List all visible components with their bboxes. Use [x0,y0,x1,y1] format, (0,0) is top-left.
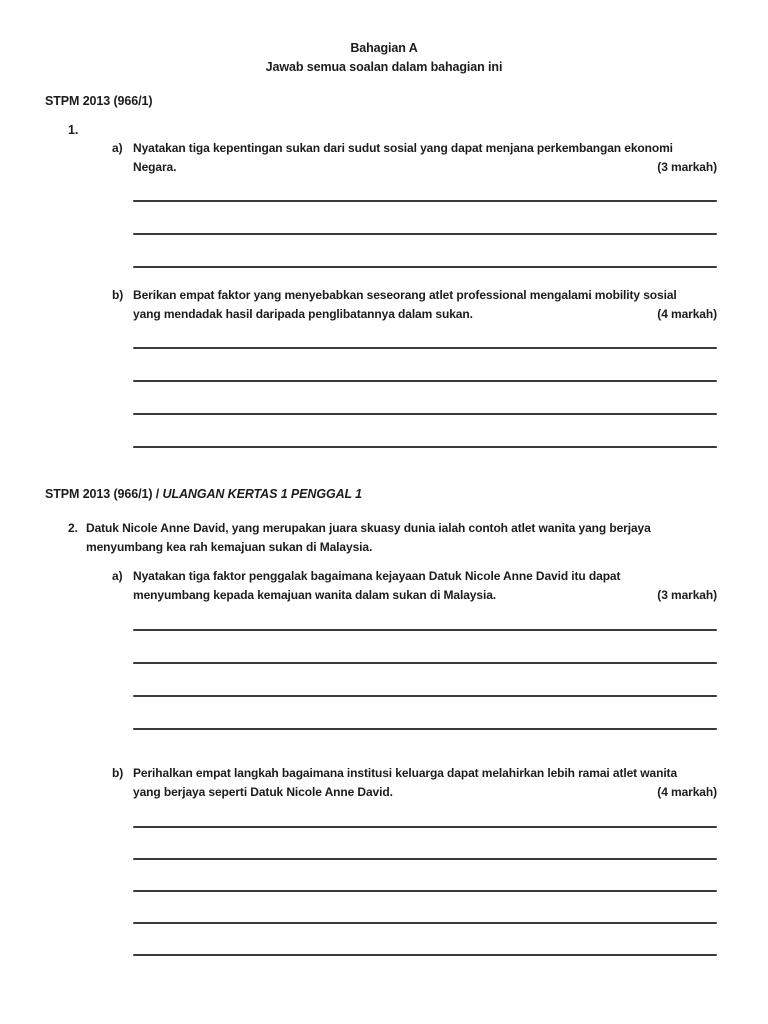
question-2a-marks: (3 markah) [657,588,717,602]
answer-line [133,233,717,235]
exam-heading-stpm-2013: STPM 2013 (966/1) [45,94,153,108]
question-2a [112,567,717,605]
section-title: Bahagian A [350,41,418,55]
question-2a-marker: a) [112,569,123,583]
question-2b-text [133,764,717,802]
question-2b-line2: yang berjaya seperti Datuk Nicole Anne David. [133,785,393,799]
section-instruction: Jawab semua soalan dalam bahagian ini [265,60,503,74]
question-2-number: 2. [68,521,78,535]
answer-line [133,858,717,860]
answer-lines-2b [133,826,717,956]
question-1a [112,139,717,177]
question-2-intro-line1: Datuk Nicole Anne David, yang merupakan juara skuasy dunia ialah contoh atlet wanita yang berjaya [86,521,651,535]
answer-lines-1b [133,347,717,448]
answer-line [133,826,717,828]
exam-heading-plain: STPM 2013 (966/1) / [45,487,160,501]
answer-lines-1a [133,200,717,268]
question-1b-text [133,286,717,324]
question-2-intro-line2: menyumbang kea rah kemajuan sukan di Malaysia. [86,540,373,554]
question-2a-line1: Nyatakan tiga faktor penggalak bagaimana kejayaan Datuk Nicole Anne David itu dapat [133,569,621,583]
question-1b-line2: yang mendadak hasil daripada penglibatannya dalam sukan. [133,307,473,321]
exam-heading-italic: ULANGAN KERTAS 1 PENGGAL 1 [162,487,363,501]
question-1b-line1: Berikan empat faktor yang menyebabkan seseorang atlet professional mengalami mobility sosial [133,288,677,302]
answer-line [133,380,717,382]
answer-line [133,695,717,697]
question-1a-text [133,139,717,177]
answer-lines-2a [133,629,717,730]
question-1a-line2: Negara. [133,160,177,174]
question-2a-line2: menyumbang kepada kemajuan wanita dalam sukan di Malaysia. [133,588,497,602]
question-2b-line1: Perihalkan empat langkah bagaimana institusi keluarga dapat melahirkan lebih ramai atlet wanita [133,766,678,780]
question-2-intro-text [86,519,717,557]
doc-header [0,39,768,77]
question-1a-line1: Nyatakan tiga kepentingan sukan dari sudut sosial yang dapat menjana perkembangan ekonomi [133,141,673,155]
answer-line [133,922,717,924]
question-1b-marks: (4 markah) [657,307,717,321]
answer-line [133,200,717,202]
question-2b [112,764,717,802]
answer-line [133,728,717,730]
answer-line [133,629,717,631]
question-2b-marker: b) [112,766,124,780]
question-2b-marks: (4 markah) [657,785,717,799]
question-2-intro [68,519,717,557]
question-2a-text [133,567,717,605]
answer-line [133,266,717,268]
question-1b [112,286,717,324]
answer-line [133,347,717,349]
exam-heading-ulangan [45,485,362,504]
question-1-number: 1. [68,123,79,137]
question-1a-marker: a) [112,141,123,155]
answer-line [133,890,717,892]
question-1b-marker: b) [112,288,124,302]
answer-line [133,446,717,448]
question-1a-marks: (3 markah) [657,160,717,174]
answer-line [133,413,717,415]
answer-line [133,954,717,956]
answer-line [133,662,717,664]
